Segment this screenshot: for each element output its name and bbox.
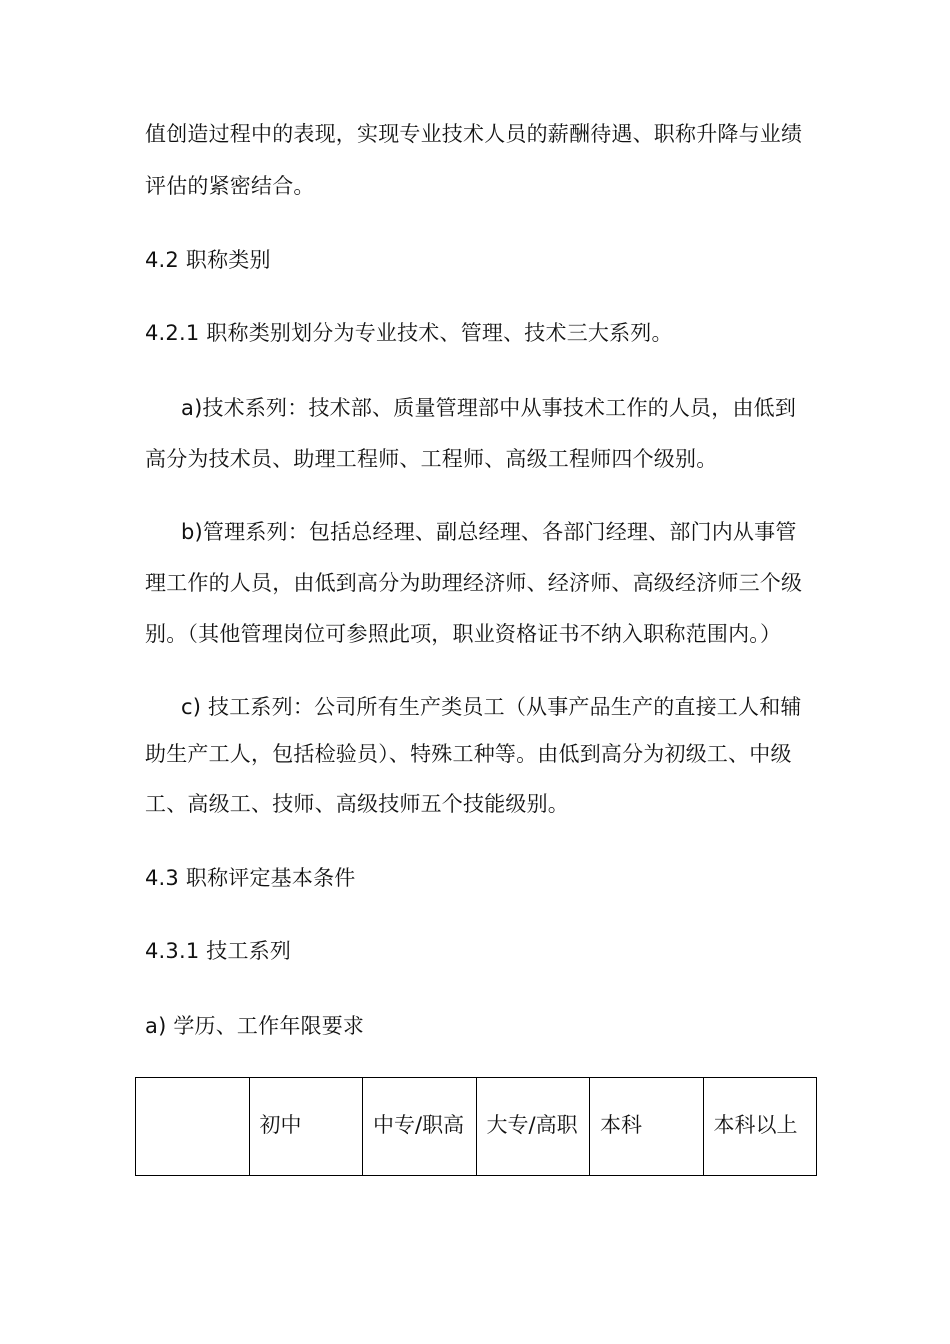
- paragraph-line: 别。（其他管理岗位可参照此项，职业资格证书不纳入职称范围内。）: [145, 622, 782, 646]
- paragraph-line: 高分为技术员、助理工程师、工程师、高级工程师四个级别。: [145, 447, 718, 471]
- table-cell: 大专/高职: [476, 1078, 590, 1176]
- paragraph-line: 助生产工人，包括检验员）、特殊工种等。由低到高分为初级工、中级: [145, 742, 792, 766]
- section-heading-4-2: 4.2 职称类别: [145, 248, 271, 272]
- table-row: [136, 1078, 817, 1176]
- list-item-c: c) 技工系列：公司所有生产类员工（从事产品生产的直接工人和辅: [181, 695, 802, 719]
- paragraph-line: 工、高级工、技师、高级技师五个技能级别。: [145, 792, 569, 816]
- list-item-a: a)技术系列：技术部、质量管理部中从事技术工作的人员，由低到: [181, 396, 797, 420]
- paragraph-line: 理工作的人员，由低到高分为助理经济师、经济师、高级经济师三个级: [145, 571, 803, 595]
- paragraph-line: 评估的紧密结合。: [145, 174, 315, 198]
- subsection-4-2-1: 4.2.1 职称类别划分为专业技术、管理、技术三大系列。: [145, 321, 673, 345]
- subsection-4-3-1: 4.3.1 技工系列: [145, 939, 292, 963]
- table-cell: 初中: [249, 1078, 363, 1176]
- table-cell: 中专/职高: [363, 1078, 477, 1176]
- list-item-b: b)管理系列：包括总经理、副总经理、各部门经理、部门内从事管: [181, 520, 797, 544]
- section-heading-4-3: 4.3 职称评定基本条件: [145, 866, 356, 890]
- paragraph-line: 值创造过程中的表现，实现专业技术人员的薪酬待遇、职称升降与业绩: [145, 122, 803, 146]
- list-item-a-requirements: a) 学历、工作年限要求: [145, 1014, 365, 1038]
- table-cell: 本科: [590, 1078, 704, 1176]
- table-cell: [136, 1078, 250, 1176]
- table-cell: 本科以上: [703, 1078, 817, 1176]
- education-table: [135, 1077, 817, 1176]
